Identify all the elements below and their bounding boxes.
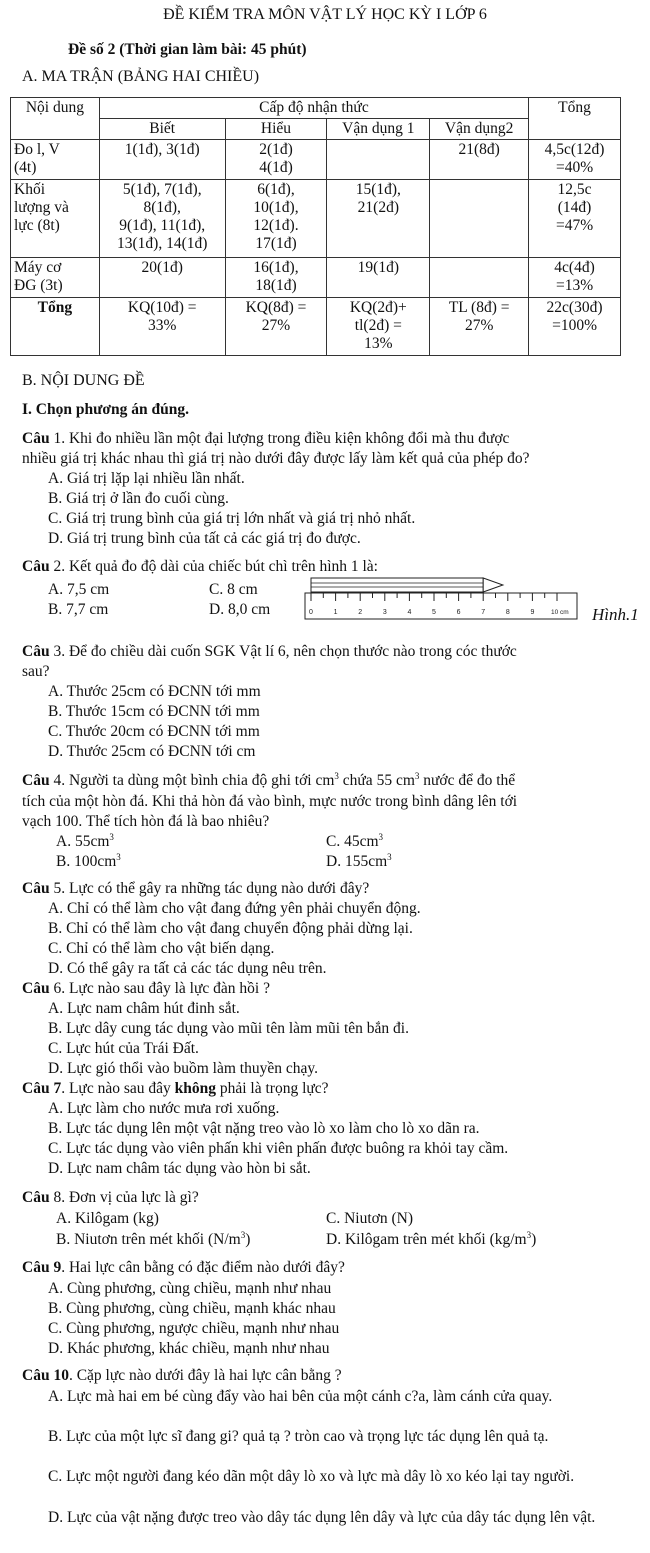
question-text: chứa 55 cm xyxy=(338,772,415,789)
superscript: 3 xyxy=(240,1230,246,1240)
cell-line: =13% xyxy=(555,277,594,294)
cell-sum-hieu xyxy=(225,298,327,356)
cell-topic xyxy=(11,258,100,298)
q3-option-d: D. Thước 25cm có ĐCNN tới cm xyxy=(48,743,256,760)
q4-option-a xyxy=(56,833,114,851)
cell-line: 16(1đ), xyxy=(253,259,299,276)
question-label: Câu 7 xyxy=(22,1080,62,1097)
q1-option-b: B. Giá trị ở lần đo cuối cùng. xyxy=(48,490,229,507)
q4-option-c xyxy=(326,833,383,851)
question-6 xyxy=(22,980,270,998)
pencil-tip xyxy=(483,578,503,592)
cell-line: ĐG (3t) xyxy=(14,277,63,294)
q2-option-a: A. 7,5 cm xyxy=(48,581,110,598)
cell-line: 17(1đ) xyxy=(255,235,297,252)
q10-option-d: D. Lực của vật nặng được treo vào dây tác dụng lên dây và lực của dây tác dụng lên vật. xyxy=(48,1509,596,1526)
question-8 xyxy=(22,1189,199,1207)
cell-line: 8(1đ), xyxy=(143,199,181,216)
question-text: . Lực nào sau đây xyxy=(61,1080,175,1097)
q10-option-c: C. Lực một người đang kéo dãn một dây lò xo và lực mà dây lò xo kéo lại tay người. xyxy=(48,1468,575,1485)
document-title: ĐỀ KIỂM TRA MÔN VẬT LÝ HỌC KỲ I LỚP 6 xyxy=(163,6,487,23)
cell-line: =40% xyxy=(555,159,594,176)
cell-line: 10(1đ), xyxy=(253,199,299,216)
superscript: 3 xyxy=(378,832,384,842)
q9-option-b: B. Cùng phương, cùng chiều, mạnh khác nhau xyxy=(48,1300,336,1317)
question-7 xyxy=(22,1080,329,1098)
q8-option-c: C. Niutơn (N) xyxy=(326,1210,413,1227)
cell-line: 4c(4đ) xyxy=(554,259,595,276)
q5-option-d: D. Có thể gây ra tất cả các tác dụng nêu trên. xyxy=(48,960,327,977)
question-label: Câu xyxy=(22,980,50,997)
question-label: Câu xyxy=(22,430,50,447)
option-text: B. 100cm xyxy=(56,853,117,870)
question-text: nước để đo thể xyxy=(419,772,516,789)
q2-option-d: D. 8,0 cm xyxy=(209,601,271,618)
question-text: . Cặp lực nào dưới đây là hai lực cân bằng ? xyxy=(68,1367,342,1384)
q7-option-b: B. Lực tác dụng lên một vật nặng treo vào lò xo làm cho lò xo dãn ra. xyxy=(48,1120,480,1137)
question-1 xyxy=(22,430,509,448)
question-text: Người ta dùng một bình chia độ ghi tới cm xyxy=(65,772,335,789)
cell-line: Khối xyxy=(14,181,45,198)
cell-line: KQ(8đ) = xyxy=(245,299,307,316)
question-label: Câu xyxy=(22,1189,50,1206)
question-9 xyxy=(22,1259,345,1277)
cell-total xyxy=(529,180,621,258)
question-number: 2. xyxy=(49,558,66,575)
q9-option-d: D. Khác phương, khác chiều, mạnh như nhau xyxy=(48,1340,330,1357)
question-label: Câu xyxy=(22,643,50,660)
option-text: ) xyxy=(245,1231,251,1248)
section-b-heading: B. NỘI DUNG ĐỀ xyxy=(22,372,145,389)
cell-line: Máy cơ xyxy=(14,259,62,276)
cell-sum-biet xyxy=(99,298,225,356)
header-total: Tổng xyxy=(529,98,621,140)
superscript: 3 xyxy=(116,852,121,862)
cell-line: 6(1đ), xyxy=(257,181,295,198)
matrix-row xyxy=(11,258,621,298)
q6-option-a: A. Lực nam châm hút đinh sắt. xyxy=(48,1000,240,1017)
cell-line: 20(1đ) xyxy=(141,259,183,276)
cell-vd1 xyxy=(327,258,430,298)
cell-sum-vd1 xyxy=(327,298,430,356)
ruler-body xyxy=(305,593,577,619)
cell-vd2 xyxy=(430,180,529,258)
superscript: 3 xyxy=(526,1230,532,1240)
part-1-heading: I. Chọn phương án đúng. xyxy=(22,401,189,418)
cell-line: KQ(2đ)+ xyxy=(349,299,407,316)
question-number: 4. xyxy=(49,772,66,789)
question-4-line-3: vạch 100. Thể tích hòn đá là bao nhiêu? xyxy=(22,813,270,830)
matrix-header-row xyxy=(11,98,621,119)
ruler-tick-label: 8 xyxy=(505,609,510,616)
cell-vd1 xyxy=(327,180,430,258)
cell-line: =47% xyxy=(555,217,594,234)
question-number: 1. xyxy=(49,430,66,447)
question-text: Để đo chiều dài cuốn SGK Vật lí 6, nên chọn thước nào trong cóc thước xyxy=(65,643,517,660)
q1-option-d: D. Giá trị trung bình của tất cả các giá trị đo được. xyxy=(48,530,361,547)
question-10 xyxy=(22,1367,342,1385)
q6-option-d: D. Lực gió thổi vào buồm làm thuyền chạy. xyxy=(48,1060,318,1077)
cell-vd1 xyxy=(327,140,430,180)
q5-option-a: A. Chỉ có thể làm cho vật đang đứng yên phải chuyển động. xyxy=(48,900,421,917)
figure-caption: Hình.1 xyxy=(592,605,639,624)
q8-option-a: A. Kilôgam (kg) xyxy=(56,1210,159,1227)
question-4 xyxy=(22,772,515,790)
section-a-heading: A. MA TRẬN (BẢNG HAI CHIỀU) xyxy=(22,68,260,85)
superscript: 3 xyxy=(109,832,114,842)
ruler-figure xyxy=(300,575,590,623)
q10-option-a: A. Lực mà hai em bé cùng đẩy vào hai bên của một cánh c?a, làm cánh cửa quay. xyxy=(48,1388,553,1405)
cell-line: tl(2đ) = xyxy=(354,317,402,334)
header-content: Nội dung xyxy=(11,98,100,140)
question-text: phải là trọng lực? xyxy=(216,1080,329,1097)
cell-line: 12(1đ). xyxy=(253,217,299,234)
q3-option-c: C. Thước 20cm có ĐCNN tới mm xyxy=(48,723,260,740)
pencil-body xyxy=(311,578,483,592)
q7-option-c: C. Lực tác dụng vào viên phấn khi viên phấn được buông ra khỏi tay cầm. xyxy=(48,1140,509,1157)
q8-option-b xyxy=(56,1231,250,1249)
matrix-row xyxy=(11,180,621,258)
cell-line: 12,5c xyxy=(557,181,592,198)
cell-sum-total xyxy=(529,298,621,356)
cell-line: 27% xyxy=(261,317,291,334)
cell-biet xyxy=(99,140,225,180)
ruler-tick-label: 1 xyxy=(333,609,338,616)
cell-total xyxy=(529,258,621,298)
pencil-drawing xyxy=(311,578,503,592)
cell-sum-vd2 xyxy=(430,298,529,356)
header-vd1: Vận dụng 1 xyxy=(327,119,430,140)
question-label: Câu 9 xyxy=(22,1259,62,1276)
cell-line: 15(1đ), xyxy=(355,181,401,198)
cell-line: 18(1đ) xyxy=(255,277,297,294)
cell-line: 4(1đ) xyxy=(259,159,293,176)
question-number: 8. xyxy=(49,1189,66,1206)
question-emphasis: không xyxy=(174,1080,216,1097)
q7-option-a: A. Lực làm cho nước mưa rơi xuống. xyxy=(48,1100,280,1117)
cell-topic xyxy=(11,140,100,180)
matrix-table xyxy=(10,97,621,356)
question-5 xyxy=(22,880,369,898)
option-text: ) xyxy=(531,1231,537,1248)
header-level: Cấp độ nhận thức xyxy=(99,98,528,119)
question-text: Kết quả đo độ dài của chiếc bút chì trên hình 1 là: xyxy=(65,558,378,575)
cell-line: TL (8đ) = xyxy=(448,299,510,316)
q3-option-b: B. Thước 15cm có ĐCNN tới mm xyxy=(48,703,260,720)
q9-option-c: C. Cùng phương, ngược chiều, mạnh như nhau xyxy=(48,1320,340,1337)
q4-option-b xyxy=(56,853,121,871)
question-text: Khi đo nhiều lần một đại lượng trong điều kiện không đổi mà thu được xyxy=(65,430,510,447)
cell-total xyxy=(529,140,621,180)
question-text: . Hai lực cân bằng có đặc điểm nào dưới đây? xyxy=(61,1259,345,1276)
cell-line: 2(1đ) xyxy=(259,141,293,158)
cell-line: 27% xyxy=(464,317,494,334)
cell-line: 21(8đ) xyxy=(458,141,500,158)
cell-vd2 xyxy=(430,140,529,180)
cell-line: 13(1đ), 14(1đ) xyxy=(117,235,208,252)
cell-biet xyxy=(99,180,225,258)
q4-option-d xyxy=(326,853,392,871)
header-biet: Biết xyxy=(99,119,225,140)
cell-line: 33% xyxy=(148,317,177,334)
option-text: B. Niutơn trên mét khối (N/m xyxy=(56,1231,241,1248)
question-number: 3. xyxy=(49,643,66,660)
option-text: C. 45cm xyxy=(326,833,379,850)
superscript: 3 xyxy=(414,771,420,781)
superscript: 3 xyxy=(387,852,392,862)
matrix-sum-row xyxy=(11,298,621,356)
header-vd2: Vận dụng2 xyxy=(430,119,529,140)
option-text: D. Kilôgam trên mét khối (kg/m xyxy=(326,1231,527,1248)
ruler-tick-label: 2 xyxy=(358,609,363,616)
cell-vd2 xyxy=(430,258,529,298)
question-text: Lực có thể gây ra những tác dụng nào dưới đây? xyxy=(65,880,370,897)
q6-option-c: C. Lực hút của Trái Đất. xyxy=(48,1040,199,1057)
cell-line: 1(1đ), 3(1đ) xyxy=(124,141,200,158)
question-label: Câu xyxy=(22,880,50,897)
q2-option-c: C. 8 cm xyxy=(209,581,258,598)
ruler-tick-label: 10 cm xyxy=(551,609,569,616)
option-text: A. 55cm xyxy=(56,833,110,850)
question-3 xyxy=(22,643,517,661)
q8-option-d xyxy=(326,1231,536,1249)
question-label: Câu 10 xyxy=(22,1367,69,1384)
question-number: 5. xyxy=(49,880,66,897)
cell-hieu xyxy=(225,140,327,180)
q9-option-a: A. Cùng phương, cùng chiều, mạnh như nhau xyxy=(48,1280,332,1297)
cell-line: (4t) xyxy=(14,159,37,176)
question-text: Lực nào sau đây là lực đàn hồi ? xyxy=(65,980,270,997)
option-text: D. 155cm xyxy=(326,853,388,870)
ruler-tick-label: 7 xyxy=(481,609,486,616)
ruler-tick-label: 6 xyxy=(456,609,461,616)
cell-biet xyxy=(99,258,225,298)
cell-topic xyxy=(11,180,100,258)
question-number: 6. xyxy=(49,980,66,997)
ruler-tick-label: 0 xyxy=(309,609,313,616)
ruler-tick-label: 9 xyxy=(530,609,535,616)
ruler-tick-label: 3 xyxy=(382,609,387,616)
question-2 xyxy=(22,558,378,576)
cell-line: 9(1đ), 11(1đ), xyxy=(119,217,206,234)
question-label: Câu xyxy=(22,772,50,789)
question-4-line-2: tích của một hòn đá. Khi thả hòn đá vào bình, mực nước trong bình dâng lên tới xyxy=(22,793,518,810)
q5-option-b: B. Chỉ có thể làm cho vật đang chuyển động phải dừng lại. xyxy=(48,920,413,937)
matrix-row xyxy=(11,140,621,180)
question-label: Câu xyxy=(22,558,50,575)
cell-line: 22c(30đ) xyxy=(546,299,603,316)
cell-line: lực (8t) xyxy=(14,217,60,234)
cell-line: 13% xyxy=(364,335,393,352)
cell-line: 19(1đ) xyxy=(357,259,399,276)
cell-sum-label: Tổng xyxy=(11,298,100,356)
cell-line: (14đ) xyxy=(557,199,592,216)
cell-hieu xyxy=(225,258,327,298)
question-text: Đơn vị của lực là gì? xyxy=(65,1189,199,1206)
header-hieu: Hiểu xyxy=(225,119,327,140)
cell-line: 4,5c(12đ) xyxy=(544,141,605,158)
q7-option-d: D. Lực nam châm tác dụng vào hòn bi sắt. xyxy=(48,1160,311,1177)
question-1-line-2: nhiều giá trị khác nhau thì giá trị nào dưới đây được lấy làm kết quả của phép đo? xyxy=(22,450,530,467)
cell-line: =100% xyxy=(552,317,597,334)
exam-subtitle: Đề số 2 (Thời gian làm bài: 45 phút) xyxy=(68,41,307,58)
q10-option-b: B. Lực của một lực sĩ đang gi? quả tạ ? tròn cao và trọng lực tác dụng lên quả tạ. xyxy=(48,1428,549,1445)
cell-line: Đo l, V xyxy=(14,141,60,158)
q6-option-b: B. Lực dây cung tác dụng vào mũi tên làm mũi tên bắn đi. xyxy=(48,1020,409,1037)
ruler-tick-label: 4 xyxy=(407,609,412,616)
q1-option-c: C. Giá trị trung bình của giá trị lớn nhất và giá trị nhỏ nhất. xyxy=(48,510,416,527)
superscript: 3 xyxy=(334,771,339,781)
cell-line: 21(2đ) xyxy=(357,199,399,216)
q1-option-a: A. Giá trị lặp lại nhiều lần nhất. xyxy=(48,470,245,487)
q2-option-b: B. 7,7 cm xyxy=(48,601,109,618)
cell-hieu xyxy=(225,180,327,258)
cell-line: 5(1đ), 7(1đ), xyxy=(122,181,202,198)
ruler-tick-label: 5 xyxy=(432,609,436,616)
question-3-line-2: sau? xyxy=(22,663,50,680)
cell-line: KQ(10đ) = xyxy=(127,299,197,316)
q3-option-a: A. Thước 25cm có ĐCNN tới mm xyxy=(48,683,261,700)
q5-option-c: C. Chỉ có thể làm cho vật biến dạng. xyxy=(48,940,275,957)
cell-line: lượng và xyxy=(14,199,69,216)
